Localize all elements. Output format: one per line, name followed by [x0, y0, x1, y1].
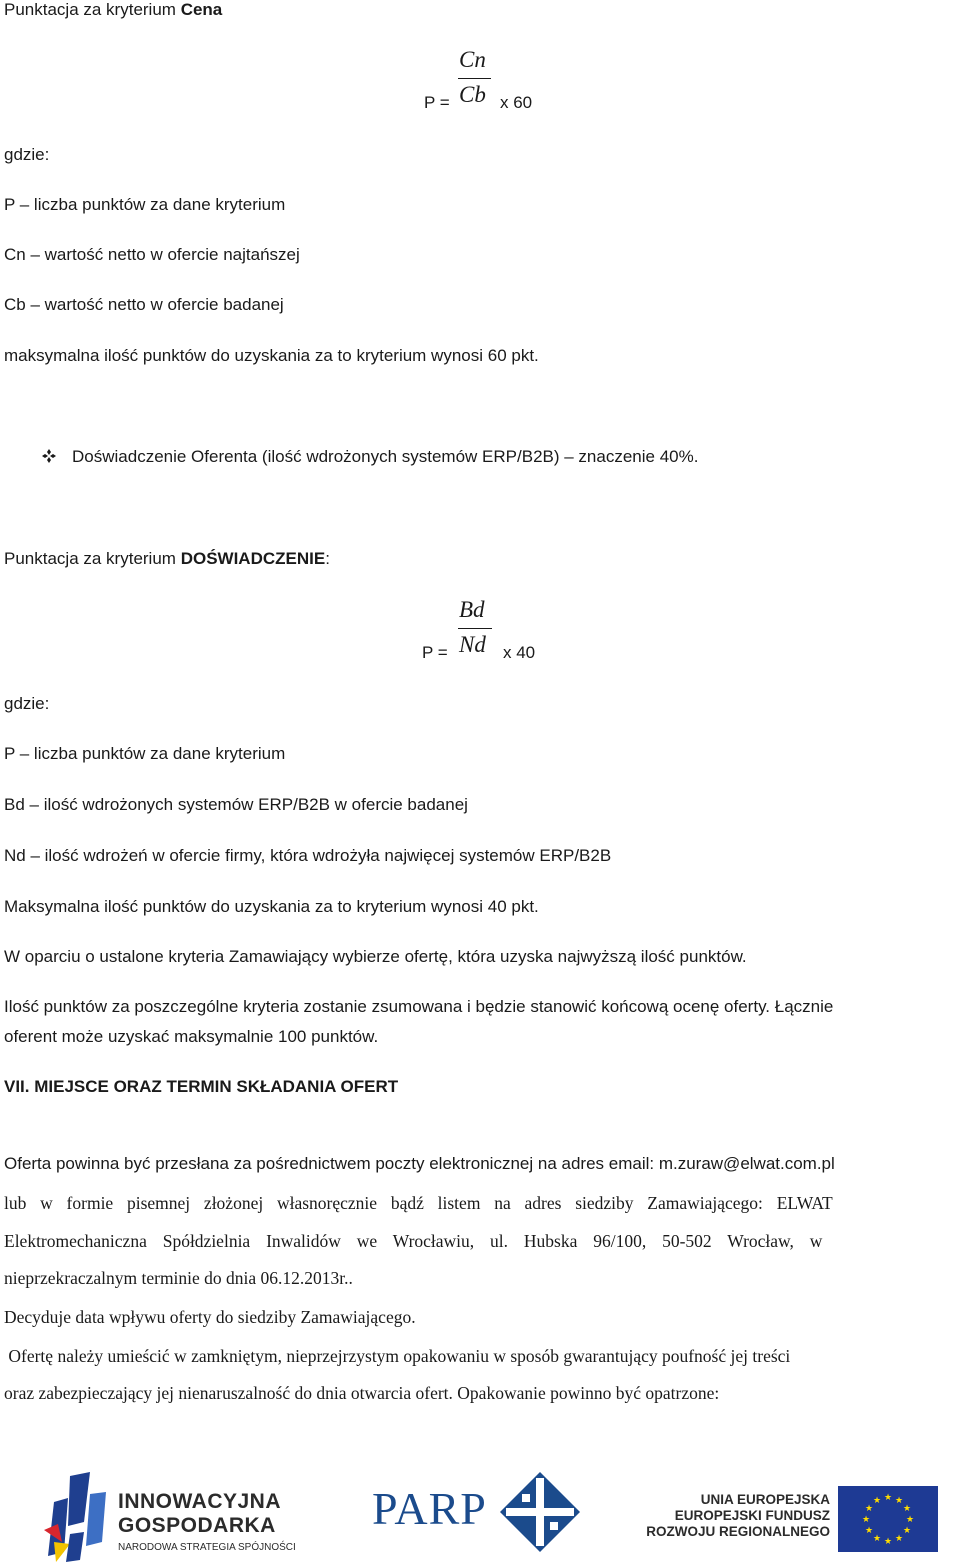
address-line2: Elektromechaniczna Spółdzielnia Inwalidów we Wrocławiu, ul. Hubska 96/100, 50-502 Wrocław, w: [4, 1231, 823, 1251]
def-p: P – liczba punktów za dane kryterium: [4, 195, 286, 214]
formula-numerator: Bd: [459, 597, 485, 622]
cena-gdzie: gdzie:: [4, 145, 50, 164]
svg-text:★: ★: [872, 1496, 882, 1506]
bullet-item: [42, 447, 698, 467]
points-sum-line1: Ilość punktów za poszczególne kryteria zostanie zsumowana i będzie stanowić końcową ocenę oferty. Łącznie: [4, 997, 834, 1016]
def-bd: Bd – ilość wdrożonych systemów ERP/B2B w ofercie badanej: [4, 795, 468, 814]
parp-wordmark: PARP: [372, 1483, 487, 1534]
svg-text:★: ★: [894, 1534, 904, 1544]
svg-text:★: ★: [864, 1504, 874, 1514]
parp-cross-icon: [500, 1472, 580, 1552]
fraction-bar: [458, 628, 492, 629]
dosw-heading: Punktacja za kryterium DOŚWIADCZENIE:: [4, 549, 330, 568]
section-title: VII. MIEJSCE ORAZ TERMIN SKŁADANIA OFERT: [4, 1077, 399, 1096]
fraction-bar: [458, 78, 491, 79]
svg-text:★: ★: [902, 1526, 912, 1536]
def-nd: Nd – ilość wdrożeń w ofercie firmy, która wdrożyła najwięcej systemów ERP/B2B: [4, 846, 612, 865]
packaging-line2: oraz zabezpieczający jej nienaruszalność do dnia otwarcia ofert. Opakowanie powinno być opatrzone:: [4, 1383, 720, 1403]
parp-logo: [372, 1470, 584, 1552]
formula-p-label: P =: [424, 93, 450, 112]
svg-text:★: ★: [905, 1515, 915, 1525]
svg-text:★: ★: [861, 1515, 871, 1525]
formula-numerator: Cn: [459, 47, 486, 72]
cena-heading: Punktacja za kryterium Cena: [4, 0, 223, 19]
cena-max-points: maksymalna ilość punktów do uzyskania za to kryterium wynosi 60 pkt.: [4, 346, 539, 365]
address-line1: lub w formie pisemnej złożonej własnoręcznie bądź listem na adres siedziby Zamawiającego: ELWAT: [4, 1193, 833, 1213]
eu-line1: UNIA EUROPEJSKA: [700, 1492, 830, 1507]
def-cn: Cn – wartość netto w ofercie najtańszej: [4, 245, 300, 264]
def-cb: Cb – wartość netto w ofercie badanej: [4, 295, 284, 314]
selection-rule: W oparciu o ustalone kryteria Zamawiający wybierze ofertę, która uzyska najwyższą ilość punktów.: [4, 947, 747, 966]
diamond-bullet-icon: [42, 448, 56, 462]
eu-logo: [646, 1486, 942, 1556]
deadline-line: nieprzekraczalnym terminie do dnia 06.12.2013r..: [4, 1268, 353, 1288]
dosw-max-points: Maksymalna ilość punktów do uzyskania za to kryterium wynosi 40 pkt.: [4, 897, 539, 916]
dosw-gdzie: gdzie:: [4, 694, 50, 713]
ig-line1: INNOWACYJNA: [118, 1490, 282, 1513]
formula-multiplier: x 40: [503, 643, 536, 662]
ig-line3: NARODOWA STRATEGIA SPÓJNOŚCI: [118, 1542, 296, 1553]
eu-flag-icon: [838, 1486, 938, 1552]
decisive-date: Decyduje data wpływu oferty do siedziby Zamawiającego.: [4, 1307, 416, 1327]
bullet-text: Doświadczenie Oferenta (ilość wdrożonych systemów ERP/B2B) – znaczenie 40%.: [72, 447, 699, 466]
eu-line3: ROZWOJU REGIONALNEGO: [646, 1524, 830, 1539]
email-paragraph: Oferta powinna być przesłana za pośrednictwem poczty elektronicznej na adres email: m.zuraw@elwat.com.pl: [4, 1154, 835, 1173]
formula-denominator: Cb: [459, 82, 486, 107]
svg-text:★: ★: [894, 1496, 904, 1506]
eu-line2: EUROPEJSKI FUNDUSZ: [674, 1508, 830, 1523]
formula-p-label: P =: [422, 643, 448, 662]
formula-denominator: Nd: [459, 632, 486, 657]
packaging-line1: Ofertę należy umieścić w zamkniętym, nieprzejrzystym opakowaniu w sposób gwarantujący poufność jej treści: [4, 1346, 791, 1366]
svg-text:★: ★: [883, 1493, 893, 1503]
innowacyjna-gospodarka-logo: [40, 1472, 310, 1564]
ig-line2: GOSPODARKA: [118, 1514, 276, 1537]
def-p: P – liczba punktów za dane kryterium: [4, 744, 286, 763]
formula-multiplier: x 60: [500, 93, 533, 112]
svg-text:★: ★: [872, 1534, 882, 1544]
svg-text:★: ★: [902, 1504, 912, 1514]
svg-text:★: ★: [864, 1526, 874, 1536]
points-sum-line2: oferent może uzyskać maksymalnie 100 punktów.: [4, 1027, 379, 1046]
ig-emblem-icon: [40, 1472, 116, 1564]
svg-text:★: ★: [883, 1537, 893, 1547]
